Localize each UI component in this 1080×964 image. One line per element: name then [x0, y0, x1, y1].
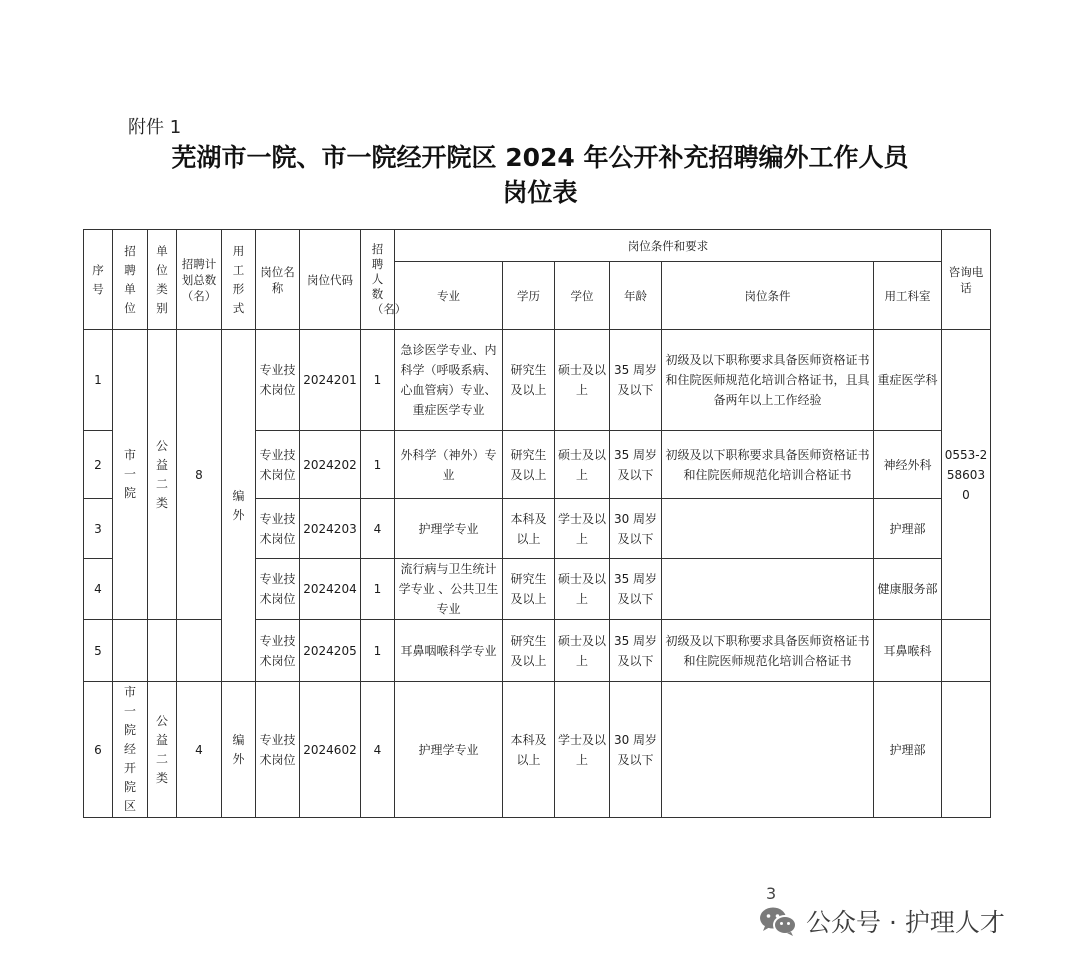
header-conditions: 岗位条件 — [662, 262, 874, 330]
cell-age: 30 周岁及以下 — [610, 682, 662, 818]
cell-major: 流行病与卫生统计学专业 、公共卫生专业 — [395, 559, 503, 620]
cell-education: 本科及以上 — [503, 499, 555, 559]
title-line-1: 芜湖市一院、市一院经开院区 2024 年公开补充招聘编外工作人员 — [171, 143, 909, 172]
cell-degree: 学士及以上 — [555, 499, 610, 559]
cell-code: 2024201 — [300, 330, 361, 431]
cell-seq: 5 — [84, 620, 113, 682]
header-degree: 学位 — [555, 262, 610, 330]
table-row — [84, 620, 991, 682]
title-line-2: 岗位表 — [502, 178, 578, 207]
cell-dept: 健康服务部 — [874, 559, 942, 620]
cell-unit: 市一院 — [113, 330, 148, 620]
cell-conditions — [662, 559, 874, 620]
watermark-text: 公众号 · 护理人才 — [806, 908, 1005, 937]
page-title — [0, 140, 1080, 210]
cell-major: 外科学（神外）专业 — [395, 431, 503, 499]
header-count: 招聘人数（名） — [361, 230, 395, 330]
attachment-label: 附件 1 — [128, 117, 182, 138]
cell-seq: 1 — [84, 330, 113, 431]
cell-age: 30 周岁及以下 — [610, 499, 662, 559]
cell-major: 护理学专业 — [395, 499, 503, 559]
header-category: 单位类别 — [148, 230, 177, 330]
cell-post: 专业技术岗位 — [256, 620, 300, 682]
cell-degree: 硕士及以上 — [555, 330, 610, 431]
cell-post: 专业技术岗位 — [256, 499, 300, 559]
cell-employment: 编外 — [222, 682, 256, 818]
cell-dept: 护理部 — [874, 499, 942, 559]
wechat-icon — [758, 905, 798, 937]
cell-age: 35 周岁及以下 — [610, 620, 662, 682]
cell-major: 耳鼻咽喉科学专业 — [395, 620, 503, 682]
table-row — [84, 330, 991, 431]
cell-phone-empty — [942, 682, 991, 818]
cell-count: 4 — [361, 682, 395, 818]
cell-conditions — [662, 682, 874, 818]
cell-seq: 2 — [84, 431, 113, 499]
header-seq: 序号 — [84, 230, 113, 330]
header-employment: 用工形式 — [222, 230, 256, 330]
cell-phone-empty — [942, 620, 991, 682]
cell-count: 1 — [361, 431, 395, 499]
cell-conditions — [662, 499, 874, 559]
table-row — [84, 682, 991, 818]
cell-conditions: 初级及以下职称要求具备医师资格证书和住院医师规范化培训合格证书 — [662, 620, 874, 682]
cell-education: 研究生及以上 — [503, 620, 555, 682]
cell-age: 35 周岁及以下 — [610, 431, 662, 499]
cell-category: 公益二类 — [148, 330, 177, 620]
header-major: 专业 — [395, 262, 503, 330]
header-conditions-group: 岗位条件和要求 — [395, 230, 942, 262]
cell-dept: 神经外科 — [874, 431, 942, 499]
cell-unit: 市一院经开院区 — [113, 682, 148, 818]
cell-plan-empty — [177, 620, 222, 682]
cell-degree: 硕士及以上 — [555, 431, 610, 499]
cell-education: 研究生及以上 — [503, 559, 555, 620]
cell-degree: 硕士及以上 — [555, 620, 610, 682]
cell-dept: 护理部 — [874, 682, 942, 818]
cell-post: 专业技术岗位 — [256, 330, 300, 431]
header-post-name: 岗位名称 — [256, 230, 300, 330]
cell-employment: 编外 — [222, 330, 256, 682]
page-number: 3 — [766, 884, 777, 903]
cell-plan: 4 — [177, 682, 222, 818]
header-row-1 — [84, 230, 991, 262]
header-dept: 用工科室 — [874, 262, 942, 330]
cell-post: 专业技术岗位 — [256, 431, 300, 499]
cell-category: 公益二类 — [148, 682, 177, 818]
cell-seq: 3 — [84, 499, 113, 559]
header-plan: 招聘计划总数（名） — [177, 230, 222, 330]
cell-major: 急诊医学专业、内科学（呼吸系病、心血管病）专业、重症医学专业 — [395, 330, 503, 431]
cell-count: 1 — [361, 559, 395, 620]
cell-code: 2024204 — [300, 559, 361, 620]
cell-category-empty — [148, 620, 177, 682]
cell-conditions: 初级及以下职称要求具备医师资格证书和住院医师规范化培训合格证书 — [662, 431, 874, 499]
cell-post: 专业技术岗位 — [256, 682, 300, 818]
cell-education: 研究生及以上 — [503, 330, 555, 431]
cell-seq: 4 — [84, 559, 113, 620]
cell-dept: 耳鼻喉科 — [874, 620, 942, 682]
cell-education: 本科及以上 — [503, 682, 555, 818]
cell-code: 2024202 — [300, 431, 361, 499]
header-phone: 咨询电话 — [942, 230, 991, 330]
cell-education: 研究生及以上 — [503, 431, 555, 499]
cell-count: 4 — [361, 499, 395, 559]
header-unit: 招聘单位 — [113, 230, 148, 330]
header-education: 学历 — [503, 262, 555, 330]
watermark — [758, 904, 1005, 938]
cell-conditions: 初级及以下职称要求具备医师资格证书和住院医师规范化培训合格证书，且具备两年以上工作经验 — [662, 330, 874, 431]
cell-plan: 8 — [177, 330, 222, 620]
cell-degree: 学士及以上 — [555, 682, 610, 818]
cell-phone: 0553-2586030 — [942, 330, 991, 620]
cell-degree: 硕士及以上 — [555, 559, 610, 620]
header-age: 年龄 — [610, 262, 662, 330]
cell-count: 1 — [361, 330, 395, 431]
cell-count: 1 — [361, 620, 395, 682]
cell-age: 35 周岁及以下 — [610, 559, 662, 620]
cell-unit-empty — [113, 620, 148, 682]
cell-code: 2024203 — [300, 499, 361, 559]
header-post-code: 岗位代码 — [300, 230, 361, 330]
cell-seq: 6 — [84, 682, 113, 818]
cell-dept: 重症医学科 — [874, 330, 942, 431]
cell-age: 35 周岁及以下 — [610, 330, 662, 431]
cell-code: 2024602 — [300, 682, 361, 818]
recruitment-table — [83, 229, 991, 818]
cell-major: 护理学专业 — [395, 682, 503, 818]
cell-code: 2024205 — [300, 620, 361, 682]
cell-post: 专业技术岗位 — [256, 559, 300, 620]
